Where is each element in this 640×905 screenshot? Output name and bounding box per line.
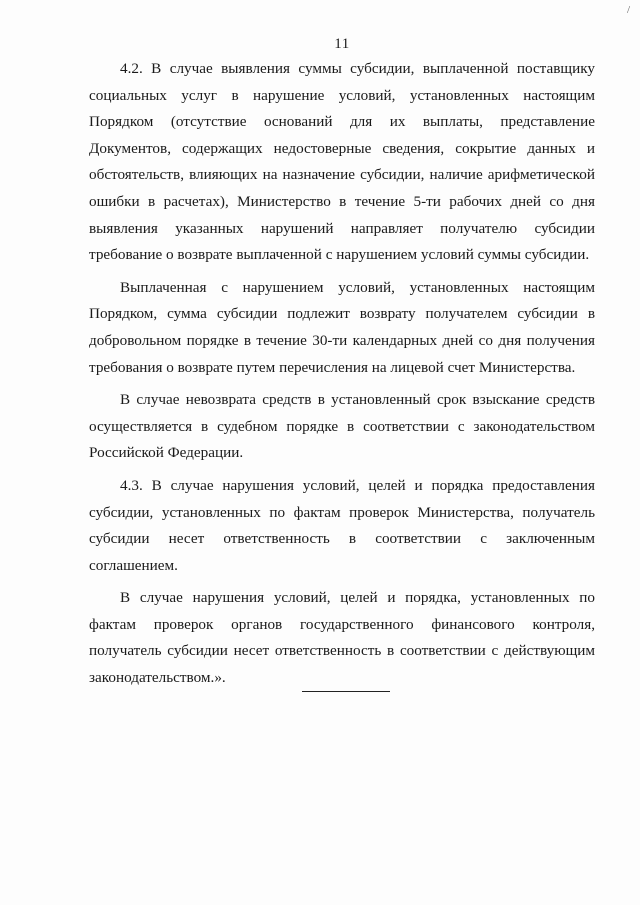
paragraph-4-3: 4.3. В случае нарушения условий, целей и порядка предоставления субсидии, установленных по фактам проверок Министерства, получатель субсидии несет ответственность в соответствии с заключенным соглашением.: [89, 476, 595, 574]
corner-mark: /: [626, 4, 630, 16]
paragraph-financial-control: В случае нарушения условий, целей и порядка, установленных по фактам проверок органов государственного финансового контроля, получатель субсидии несет ответственность в соответствии с действующим законодательством.».: [89, 589, 595, 687]
paragraph-court-recovery: В случае невозврата средств в установленный срок взыскание средств осуществляется в судебном порядке в соответствии с законодательством Российской Федерации.: [89, 391, 595, 462]
paragraph-refund-term: Выплаченная с нарушением условий, установленных настоящим Порядком, сумма субсидии подлежит возврату получателем субсидии в добровольном порядке в течение 30-ти календарных дней со дня получения требования о возврате путем перечисления на лицевой счет Министерства.: [89, 278, 595, 376]
page-number: 11: [334, 36, 350, 52]
closing-rule: [302, 691, 390, 692]
document-body: [89, 56, 595, 694]
paragraph-4-2: 4.2. В случае выявления суммы субсидии, выплаченной поставщику социальных услуг в нарушение условий, установленных настоящим Порядком (отсутствие оснований для их выплаты, представление Документов, содержащих недостоверные сведения, сокрытие данных и обстоятельств, влияющих на назначение субсидии, наличие арифметической ошибки в расчетах), Министерство в течение 5-ти рабочих дней со дня выявления указанных нарушений направляет получателю субсидии требование о возврате выплаченной с нарушением условий суммы субсидии.: [89, 60, 595, 264]
